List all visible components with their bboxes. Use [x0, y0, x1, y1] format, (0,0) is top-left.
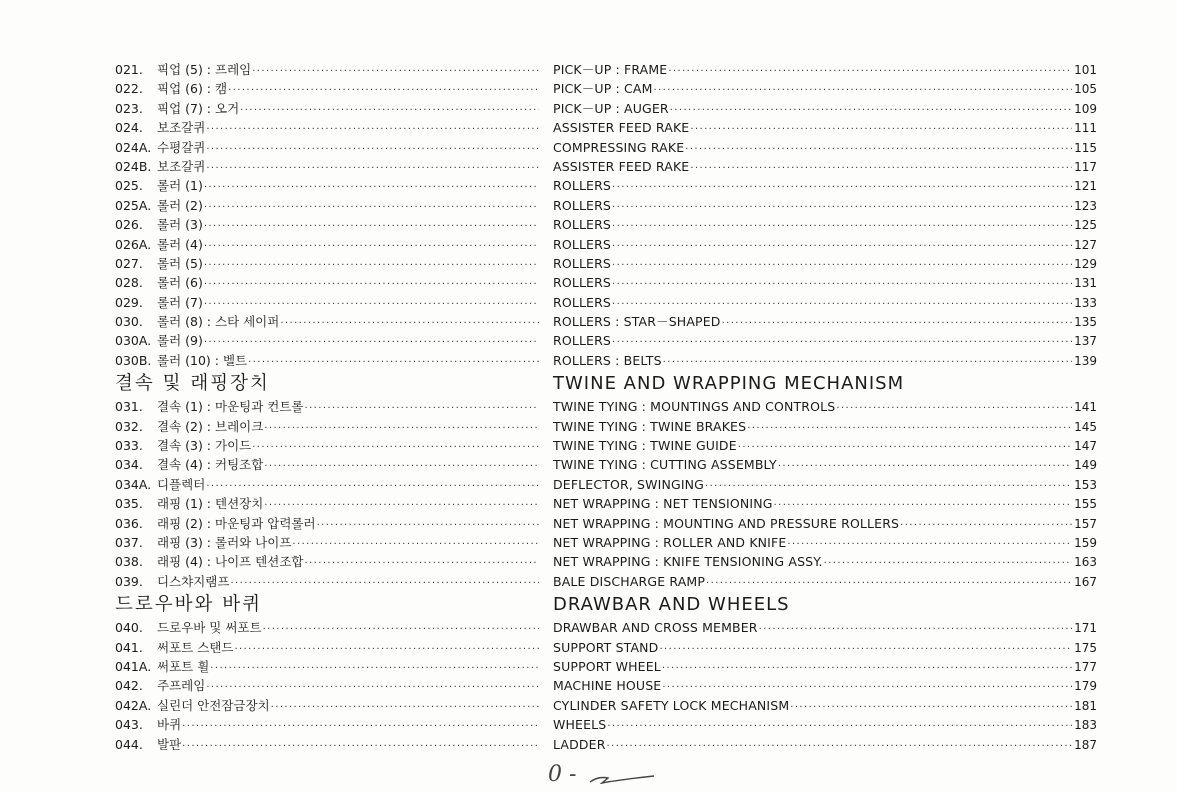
toc-dot-leader: [790, 698, 1072, 717]
toc-entry-number: 032.: [115, 418, 143, 434]
toc-dot-leader: [264, 419, 539, 438]
toc-dot-leader: [230, 574, 539, 593]
toc-dot-leader: [317, 516, 539, 535]
toc-dot-leader: [204, 237, 539, 256]
korean-toc-group-pickup-rollers: [115, 60, 540, 370]
toc-entry: [115, 696, 540, 715]
toc-entry-page-number: 183: [1074, 718, 1097, 733]
toc-entry: [553, 494, 1097, 513]
toc-entry-number: 042A.: [115, 697, 152, 713]
toc-entry-title: SUPPORT STAND: [553, 639, 659, 655]
toc-dot-leader: [659, 640, 1072, 659]
toc-entry-title: NET WRAPPING : NET TENSIONING: [553, 496, 773, 512]
toc-entry-number: 029.: [115, 294, 143, 310]
toc-dot-leader: [607, 717, 1072, 736]
toc-entry-number: 034.: [115, 457, 143, 473]
toc-dot-leader: [668, 62, 1072, 81]
toc-entry-title: 드로우바 및 써포트: [157, 620, 262, 636]
toc-dot-leader: [670, 101, 1072, 120]
toc-entry-title: 롤러 (5): [157, 255, 203, 271]
toc-entry-number: 034A.: [115, 476, 152, 492]
toc-entry: [115, 533, 540, 552]
toc-entry-number: 024.: [115, 120, 143, 136]
toc-entry-number: 030A.: [115, 333, 152, 349]
toc-dot-leader: [787, 535, 1072, 554]
toc-entry-title: ROLLERS: [553, 275, 612, 291]
toc-entry-title: DRAWBAR AND CROSS MEMBER: [553, 620, 758, 636]
toc-entry: [553, 618, 1097, 637]
toc-entry-title: 롤러 (6): [157, 275, 203, 291]
toc-entry-number: 044.: [115, 736, 143, 752]
toc-entry: [553, 118, 1097, 137]
toc-entry-number: 041A.: [115, 658, 152, 674]
toc-entry: [115, 475, 540, 494]
toc-entry: [553, 138, 1097, 157]
toc-dot-leader: [204, 275, 539, 294]
toc-entry: [115, 118, 540, 137]
toc-entry-page-number: 153: [1074, 477, 1097, 492]
toc-entry: [115, 235, 540, 254]
toc-entry-number: 025.: [115, 178, 143, 194]
toc-entry-title: SUPPORT WHEEL: [553, 658, 661, 674]
toc-entry: [115, 60, 540, 79]
toc-entry: [553, 696, 1097, 715]
toc-dot-leader: [204, 217, 539, 236]
toc-dot-leader: [612, 256, 1072, 275]
toc-entry-title: 결속 (4) : 커팅조합: [157, 457, 264, 473]
toc-entry: [115, 715, 540, 734]
toc-entry: [115, 176, 540, 195]
toc-entry: [553, 436, 1097, 455]
toc-entry-page-number: 115: [1074, 140, 1097, 155]
toc-dot-leader: [305, 399, 540, 418]
toc-entry-number: 026A.: [115, 236, 152, 252]
korean-toc-column: [115, 60, 540, 754]
toc-dot-leader: [204, 256, 539, 275]
toc-entry: [553, 676, 1097, 695]
toc-entry: [553, 715, 1097, 734]
toc-entry-title: PICK－UP : CAM: [553, 81, 653, 97]
toc-entry-number: 042.: [115, 678, 143, 694]
toc-entry: [553, 657, 1097, 676]
toc-entry-page-number: 141: [1074, 400, 1097, 415]
toc-entry: [115, 293, 540, 312]
toc-entry: [553, 176, 1097, 195]
toc-entry: [553, 552, 1097, 571]
toc-dot-leader: [900, 516, 1072, 535]
toc-dot-leader: [612, 198, 1072, 217]
toc-entry-title: LADDER: [553, 736, 606, 752]
toc-entry-title: NET WRAPPING : MOUNTING AND PRESSURE ROLLERS: [553, 515, 900, 531]
toc-entry-title: ROLLERS: [553, 236, 612, 252]
english-toc-group-drawbar-wheels: [553, 618, 1097, 754]
toc-entry-title: 주프레임: [157, 678, 206, 694]
toc-entry-title: 보조갈퀴: [157, 120, 206, 136]
toc-entry-page-number: 177: [1074, 659, 1097, 674]
toc-entry-title: ROLLERS: [553, 294, 612, 310]
toc-entry-number: 021.: [115, 62, 143, 77]
toc-entry-title: TWINE TYING : TWINE BRAKES: [553, 418, 747, 434]
toc-entry-number: 043.: [115, 717, 143, 733]
toc-entry: [553, 331, 1097, 350]
toc-dot-leader: [824, 554, 1072, 573]
toc-entry: [553, 417, 1097, 436]
toc-dot-leader: [252, 438, 539, 457]
toc-entry-title: 발판: [157, 736, 182, 752]
toc-entry-page-number: 163: [1074, 555, 1097, 570]
toc-entry-title: ROLLERS : BELTS: [553, 352, 662, 368]
toc-entry-title: ROLLERS: [553, 197, 612, 213]
toc-entry-page-number: 105: [1074, 82, 1097, 97]
toc-entry-number: 041.: [115, 639, 143, 655]
toc-entry: [115, 618, 540, 637]
toc-entry-title: COMPRESSING RAKE: [553, 139, 685, 155]
toc-entry-number: 027.: [115, 255, 143, 271]
toc-entry: [115, 215, 540, 234]
toc-dot-leader: [248, 353, 539, 372]
toc-entry-title: DEFLECTOR, SWINGING: [553, 476, 705, 492]
toc-dot-leader: [607, 737, 1072, 756]
toc-entry-title: PICK－UP : FRAME: [553, 62, 668, 77]
toc-entry: [553, 735, 1097, 754]
korean-toc-group-drawbar-wheels: [115, 618, 540, 754]
toc-entry-number: 022.: [115, 81, 143, 97]
toc-entry-page-number: 127: [1074, 237, 1097, 252]
toc-dot-leader: [206, 140, 539, 159]
toc-entry: [553, 293, 1097, 312]
toc-entry-title: TWINE TYING : MOUNTINGS AND CONTROLS: [553, 399, 836, 415]
toc-entry: [553, 351, 1097, 370]
toc-entry-title: 롤러 (3): [157, 217, 203, 233]
toc-entry-title: TWINE TYING : TWINE GUIDE: [553, 438, 737, 454]
toc-dot-leader: [206, 120, 539, 139]
toc-entry-title: 디플렉터: [157, 476, 206, 492]
toc-dot-leader: [182, 737, 539, 756]
toc-dot-leader: [759, 620, 1072, 639]
toc-entry-number: 039.: [115, 573, 143, 589]
toc-dot-leader: [612, 333, 1072, 352]
toc-entry: [115, 657, 540, 676]
toc-entry: [115, 254, 540, 273]
toc-entry-title: 결속 (3) : 가이드: [157, 438, 252, 454]
toc-dot-leader: [204, 198, 539, 217]
toc-entry-page-number: 135: [1074, 315, 1097, 330]
toc-entry-title: ROLLERS: [553, 333, 612, 349]
toc-entry-title: TWINE TYING : CUTTING ASSEMBLY: [553, 457, 777, 473]
korean-toc-group-twine-wrapping: [115, 397, 540, 591]
toc-entry: [553, 273, 1097, 292]
toc-entry-page-number: 187: [1074, 737, 1097, 752]
toc-entry: [553, 99, 1097, 118]
toc-dot-leader: [292, 535, 539, 554]
toc-entry-number: 028.: [115, 275, 143, 291]
toc-entry-title: 수평갈퀴: [157, 139, 206, 155]
toc-entry-title: 보조갈퀴: [157, 158, 206, 174]
toc-dot-leader: [612, 178, 1072, 197]
toc-entry-title: 래핑 (4) : 나이프 텐션조합: [157, 554, 304, 570]
toc-entry: [553, 60, 1097, 79]
toc-entry: [553, 79, 1097, 98]
toc-entry: [115, 494, 540, 513]
toc-dot-leader: [690, 120, 1072, 139]
toc-entry-title: 래핑 (1) : 텐션장치: [157, 496, 264, 512]
toc-entry: [115, 312, 540, 331]
toc-entry-title: 픽업 (6) : 캠: [157, 81, 228, 97]
toc-dot-leader: [264, 457, 539, 476]
toc-entry: [115, 273, 540, 292]
toc-entry-title: 롤러 (1): [157, 178, 203, 194]
toc-entry-title: 롤러 (8) : 스타 세이퍼: [157, 314, 280, 330]
toc-entry: [115, 79, 540, 98]
toc-dot-leader: [662, 659, 1072, 678]
toc-entry: [553, 157, 1097, 176]
toc-entry-page-number: 131: [1074, 276, 1097, 291]
toc-entry-number: 033.: [115, 438, 143, 454]
toc-dot-leader: [305, 554, 540, 573]
toc-entry-page-number: 167: [1074, 574, 1097, 589]
toc-entry-title: 롤러 (10) : 벨트: [157, 352, 248, 368]
toc-entry: [115, 351, 540, 370]
toc-entry-page-number: 157: [1074, 516, 1097, 531]
toc-entry-title: 바퀴: [157, 717, 182, 733]
toc-entry-title: BALE DISCHARGE RAMP: [553, 573, 706, 589]
toc-entry-number: 025A.: [115, 197, 152, 213]
toc-entry-title: 결속 (1) : 마운팅과 컨트롤: [157, 399, 304, 415]
english-toc-group-twine-wrapping: [553, 397, 1097, 591]
toc-entry-page-number: 159: [1074, 535, 1097, 550]
toc-dot-leader: [685, 140, 1072, 159]
handwritten-page-mark-scribble: [588, 772, 658, 788]
toc-entry-title: WHEELS: [553, 717, 607, 733]
toc-entry-number: 024B.: [115, 158, 152, 174]
toc-entry-page-number: 137: [1074, 334, 1097, 349]
toc-entry-page-number: 171: [1074, 621, 1097, 636]
toc-entry: [553, 397, 1097, 416]
toc-dot-leader: [206, 159, 539, 178]
toc-dot-leader: [263, 620, 539, 639]
toc-entry-title: NET WRAPPING : ROLLER AND KNIFE: [553, 534, 787, 550]
toc-dot-leader: [228, 81, 539, 100]
toc-entry-number: 031.: [115, 399, 143, 415]
toc-entry-title: MACHINE HOUSE: [553, 678, 662, 694]
handwritten-page-mark: [548, 762, 576, 787]
toc-dot-leader: [204, 178, 539, 197]
toc-entry: [115, 436, 540, 455]
toc-entry-page-number: 155: [1074, 497, 1097, 512]
english-toc-column: [553, 60, 1097, 754]
toc-entry-title: 롤러 (4): [157, 236, 203, 252]
toc-entry: [553, 196, 1097, 215]
toc-entry: [115, 196, 540, 215]
toc-entry: [115, 676, 540, 695]
toc-entry: [553, 533, 1097, 552]
toc-entry-title: 실린더 안전잠금장치: [157, 697, 270, 713]
toc-entry-page-number: 117: [1074, 159, 1097, 174]
toc-entry-number: 026.: [115, 217, 143, 233]
toc-entry-page-number: 175: [1074, 640, 1097, 655]
toc-entry-title: 픽업 (5) : 프레임: [157, 62, 252, 77]
toc-entry: [115, 397, 540, 416]
toc-entry-number: 024A.: [115, 139, 152, 155]
toc-entry-title: 롤러 (2): [157, 197, 203, 213]
toc-entry: [115, 331, 540, 350]
toc-dot-leader: [612, 217, 1072, 236]
toc-dot-leader: [738, 438, 1072, 457]
toc-entry-title: 픽업 (7) : 오거: [157, 100, 240, 116]
toc-entry-number: 030B.: [115, 352, 152, 368]
toc-entry: [115, 735, 540, 754]
toc-entry-title: 결속 (2) : 브레이크: [157, 418, 264, 434]
toc-dot-leader: [280, 314, 539, 333]
toc-entry-page-number: 121: [1074, 179, 1097, 194]
toc-entry-page-number: 129: [1074, 256, 1097, 271]
toc-entry-title: 롤러 (7): [157, 294, 203, 310]
toc-entry-title: ROLLERS : STAR－SHAPED: [553, 314, 721, 330]
toc-entry: [553, 312, 1097, 331]
toc-entry-title: ASSISTER FEED RAKE: [553, 120, 690, 136]
toc-dot-leader: [252, 62, 539, 81]
toc-entry: [115, 99, 540, 118]
toc-entry-number: 038.: [115, 554, 143, 570]
toc-entry-number: 040.: [115, 620, 143, 636]
toc-entry-page-number: 123: [1074, 198, 1097, 213]
toc-entry: [553, 235, 1097, 254]
toc-entry-number: 036.: [115, 515, 143, 531]
toc-entry-title: NET WRAPPING : KNIFE TENSIONING ASSY.: [553, 554, 823, 570]
toc-entry-title: ASSISTER FEED RAKE: [553, 158, 690, 174]
toc-entry-title: 써포트 스탠드: [157, 639, 234, 655]
toc-entry-title: ROLLERS: [553, 255, 612, 271]
toc-entry: [115, 514, 540, 533]
english-section-heading-drawbar-wheels: DRAWBAR AND WHEELS: [553, 594, 790, 616]
english-toc-group-pickup-rollers: [553, 60, 1097, 370]
toc-entry-page-number: 145: [1074, 419, 1097, 434]
toc-entry-number: 030.: [115, 314, 143, 330]
toc-entry: [553, 572, 1097, 591]
toc-entry: [115, 157, 540, 176]
toc-entry-page-number: 147: [1074, 439, 1097, 454]
toc-entry-number: 023.: [115, 100, 143, 116]
korean-section-heading-drawbar-wheels: 드로우바와 바퀴: [115, 594, 262, 616]
toc-entry-title: 써포트 휠: [157, 658, 210, 674]
toc-entry-title: 래핑 (3) : 롤러와 나이프: [157, 534, 292, 550]
toc-entry: [553, 455, 1097, 474]
toc-dot-leader: [204, 333, 539, 352]
toc-dot-leader: [747, 419, 1072, 438]
toc-entry: [115, 572, 540, 591]
toc-dot-leader: [612, 237, 1072, 256]
toc-dot-leader: [234, 640, 539, 659]
toc-dot-leader: [690, 159, 1072, 178]
toc-entry: [553, 638, 1097, 657]
toc-dot-leader: [210, 659, 539, 678]
toc-dot-leader: [778, 457, 1072, 476]
toc-entry: [115, 552, 540, 571]
toc-entry-page-number: 101: [1074, 63, 1097, 77]
toc-entry-title: 디스챠지램프: [157, 573, 230, 589]
toc-entry-title: ROLLERS: [553, 217, 612, 233]
toc-dot-leader: [240, 101, 539, 120]
toc-entry-title: ROLLERS: [553, 178, 612, 194]
toc-entry-page-number: 125: [1074, 218, 1097, 233]
toc-entry-title: 롤러 (9): [157, 333, 203, 349]
toc-entry: [115, 138, 540, 157]
toc-entry-page-number: 149: [1074, 458, 1097, 473]
toc-entry: [553, 475, 1097, 494]
toc-dot-leader: [612, 275, 1072, 294]
toc-entry-title: CYLINDER SAFETY LOCK MECHANISM: [553, 697, 790, 713]
toc-entry-number: 037.: [115, 534, 143, 550]
toc-entry: [553, 215, 1097, 234]
korean-section-heading-twine-wrapping: 결속 및 래핑장치: [115, 373, 270, 395]
toc-entry: [553, 254, 1097, 273]
toc-dot-leader: [722, 314, 1072, 333]
toc-dot-leader: [654, 81, 1072, 100]
toc-entry-title: PICK－UP : AUGER: [553, 100, 669, 116]
english-section-heading-twine-wrapping: TWINE AND WRAPPING MECHANISM: [553, 373, 905, 395]
toc-entry-title: 래핑 (2) : 마운팅과 압력롤러: [157, 515, 316, 531]
toc-dot-leader: [836, 399, 1072, 418]
toc-entry-page-number: 139: [1074, 353, 1097, 368]
handwritten-page-mark-text: 0 -: [548, 762, 577, 787]
toc-entry-page-number: 133: [1074, 295, 1097, 310]
toc-entry-page-number: 111: [1074, 121, 1097, 136]
toc-dot-leader: [271, 698, 539, 717]
toc-entry-page-number: 109: [1074, 101, 1097, 116]
toc-entry-number: 035.: [115, 496, 143, 512]
toc-entry: [553, 514, 1097, 533]
toc-entry-page-number: 181: [1074, 698, 1097, 713]
toc-entry-page-number: 179: [1074, 679, 1097, 694]
toc-dot-leader: [182, 717, 539, 736]
toc-entry: [115, 638, 540, 657]
toc-entry: [115, 455, 540, 474]
toc-entry: [115, 417, 540, 436]
